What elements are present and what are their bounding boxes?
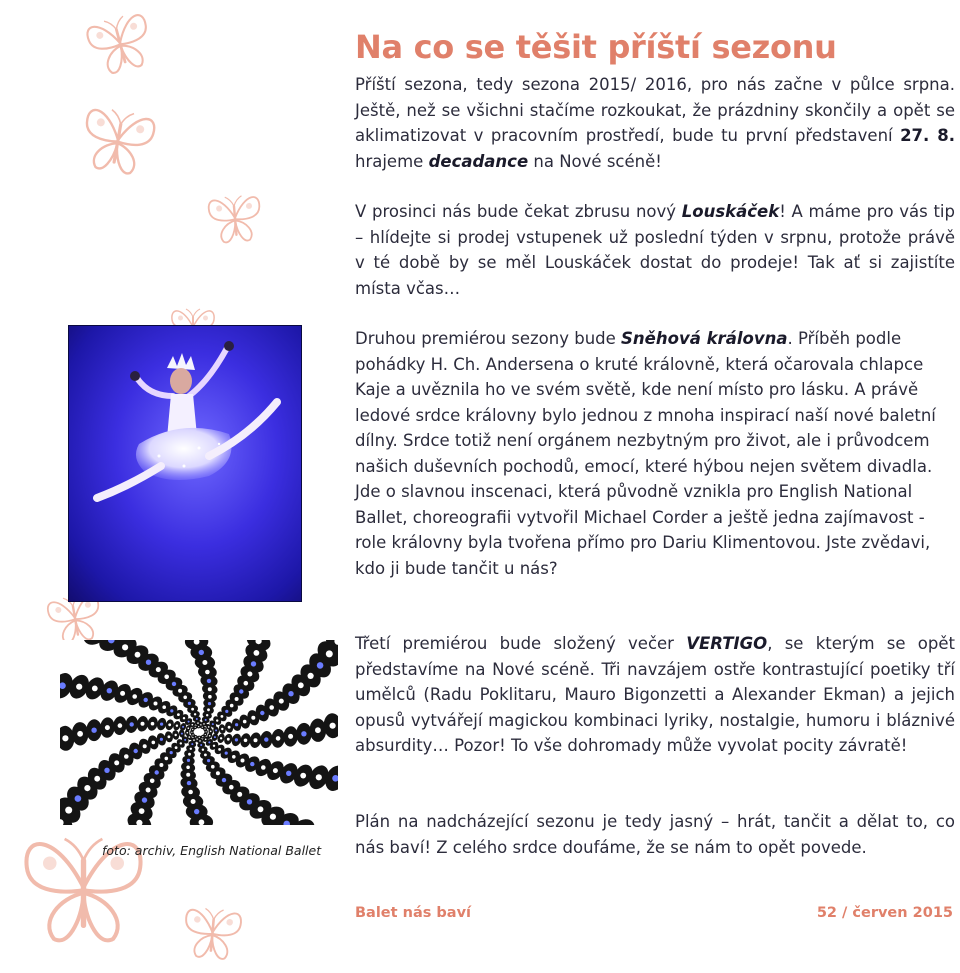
photo-caption: foto: archiv, English National Ballet: [102, 843, 321, 858]
paragraph-nutcracker: V prosinci nás bude čekat zbrusu nový Louskáček! A máme pro vás tip – hlídejte si prodej vstupenek už poslední týden v srpnu, protože právě v té době by se měl Louskáček dostat do prodeje! Tak ať si zajistíte místa včas…: [355, 199, 955, 301]
vertigo-spiral-image: [60, 640, 338, 825]
paragraph-vertigo: Třetí premiérou bude složený večer VERTIGO, se kterým se opět představíme na Nové scéně. Tři navzájem ostře kontrastující poetiky tří umělců (Radu Poklitaru, Mauro Bigonzetti a Alexander Ekman) a jejich opusů vytvářejí magickou kombinaci lyriky, nostalgie, humoru i bláznivé absurdity… Pozor! To vše dohromady může vyvolat pocity závratě!: [355, 631, 955, 759]
date-highlight: 27. 8.: [900, 126, 955, 145]
footer-page-number: 52 / červen 2015: [817, 905, 953, 921]
butterfly-icon: [16, 820, 151, 955]
footer-magazine-name: Balet nás baví: [355, 905, 471, 921]
paragraph-plan: Plán na nadcházející sezonu je tedy jasný – hrát, tančit a dělat to, co nás baví! Z celého srdce doufáme, že se nám to opět povede.: [355, 809, 955, 860]
butterfly-icon: [72, 94, 165, 187]
snow-queen-highlight: Sněhová královna: [621, 329, 787, 348]
vertigo-highlight: VERTIGO: [686, 634, 767, 653]
butterfly-icon: [202, 185, 267, 250]
paragraph-snow-queen: Druhou premiérou sezony bude Sněhová královna. Příběh podle pohádky H. Ch. Andersena o kruté královně, která očarovala chlapce Kaje a uvěznila ho ve svém světě, kde není místo pro lásku. A právě ledové srdce královny bylo jednou z mnoha inspirací naší nové baletní dílny. Srdce totiž není orgánem nezbytným pro život, ale i průvodcem našich duševních pochodů, emocí, které hýbou nejen světem divadla. Jde o slavnou inscenaci, která původně vznikla pro English National Ballet, choreografii vytvořil Michael Corder a ještě jedna zajímavost - role královny byla tvořena přímo pro Dariu Klimentovou. Jste zvědavi, kdo ji bude tančit u nás?: [355, 326, 955, 581]
paragraph-season-start: Příští sezona, tedy sezona 2015/ 2016, pro nás začne v půlce srpna. Ještě, než se všichni stačíme rozkoukat, že prázdniny skončily a opět se aklimatizovat v pracovním prostředí, bude tu první představení 27. 8. hrajeme decadance na Nové scéně!: [355, 72, 955, 174]
butterfly-icon: [77, 0, 163, 86]
butterfly-icon: [177, 897, 247, 967]
page-title: Na co se těšit příští sezonu: [355, 28, 955, 66]
nutcracker-highlight: Louskáček: [682, 202, 779, 221]
decadance-highlight: decadance: [429, 152, 529, 171]
ballerina-photo: [68, 325, 302, 602]
